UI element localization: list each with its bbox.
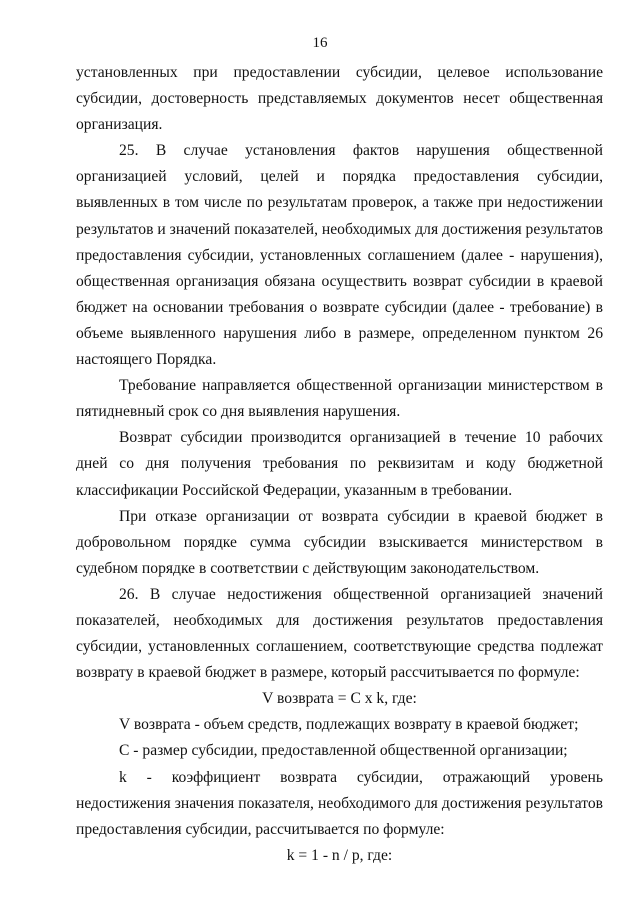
paragraph-clause-26: 26. В случае недостижения общественной организацией значений показателей, необходимых для достижения результатов предоставления субсидии, установленных соглашением, соответствующие средства подлежат возврату в краевой бюджет в размере, который рассчитывается по формуле: [76,585,603,682]
paragraph-refusal: При отказе организации от возврата субсидии в краевой бюджет в добровольном порядке сумма субсидии взыскивается министерством в судебном порядке в соответствии с действующим законодательством. [76,507,603,577]
paragraph-requirement-notice: Требование направляется общественной организации министерством в пятидневный срок со дня выявления нарушения. [76,377,603,421]
paragraph-refund-term: Возврат субсидии производится организацией в течение 10 рабочих дней со дня получения требования по реквизитам и коду бюджетной классификации Российской Федерации, указанным в требовании. [76,429,603,499]
definition-c-subsidy: C - размер субсидии, предоставленной общественной организации; [119,742,568,760]
paragraph-continuation: установленных при предоставлении субсидии, целевое использование субсидии, достоверность представляемых документов несет общественная организация. [76,64,603,134]
definition-k-coefficient: k - коэффициент возврата субсидии, отражающий уровень недостижения значения показателя, необходимого для достижения результатов предоставления субсидии, рассчитывается по формуле: [76,768,603,838]
page-number: 16 [312,35,328,51]
formula-k-coefficient: k = 1 - n / p, где: [286,846,393,864]
document-body [76,60,603,869]
paragraph-clause-25: 25. В случае установления фактов нарушения общественной организацией условий, целей и порядка предоставления субсидии, выявленных в том числе по результатам проверок, а также при недостижении результатов и значений показателей, необходимых для достижения результатов предоставления субсидии, установленных соглашением (далее - нарушения), общественная организация обязана осуществить возврат субсидии в краевой бюджет на основании требования о возврате субсидии (далее - требование) в объеме выявленного нарушения либо в размере, определенном пунктом 26 настоящего Порядка. [76,142,603,369]
definition-v-refund: V возврата - объем средств, подлежащих возврату в краевой бюджет; [119,716,579,734]
formula-refund-volume: V возврата = C x k, где: [262,690,417,708]
